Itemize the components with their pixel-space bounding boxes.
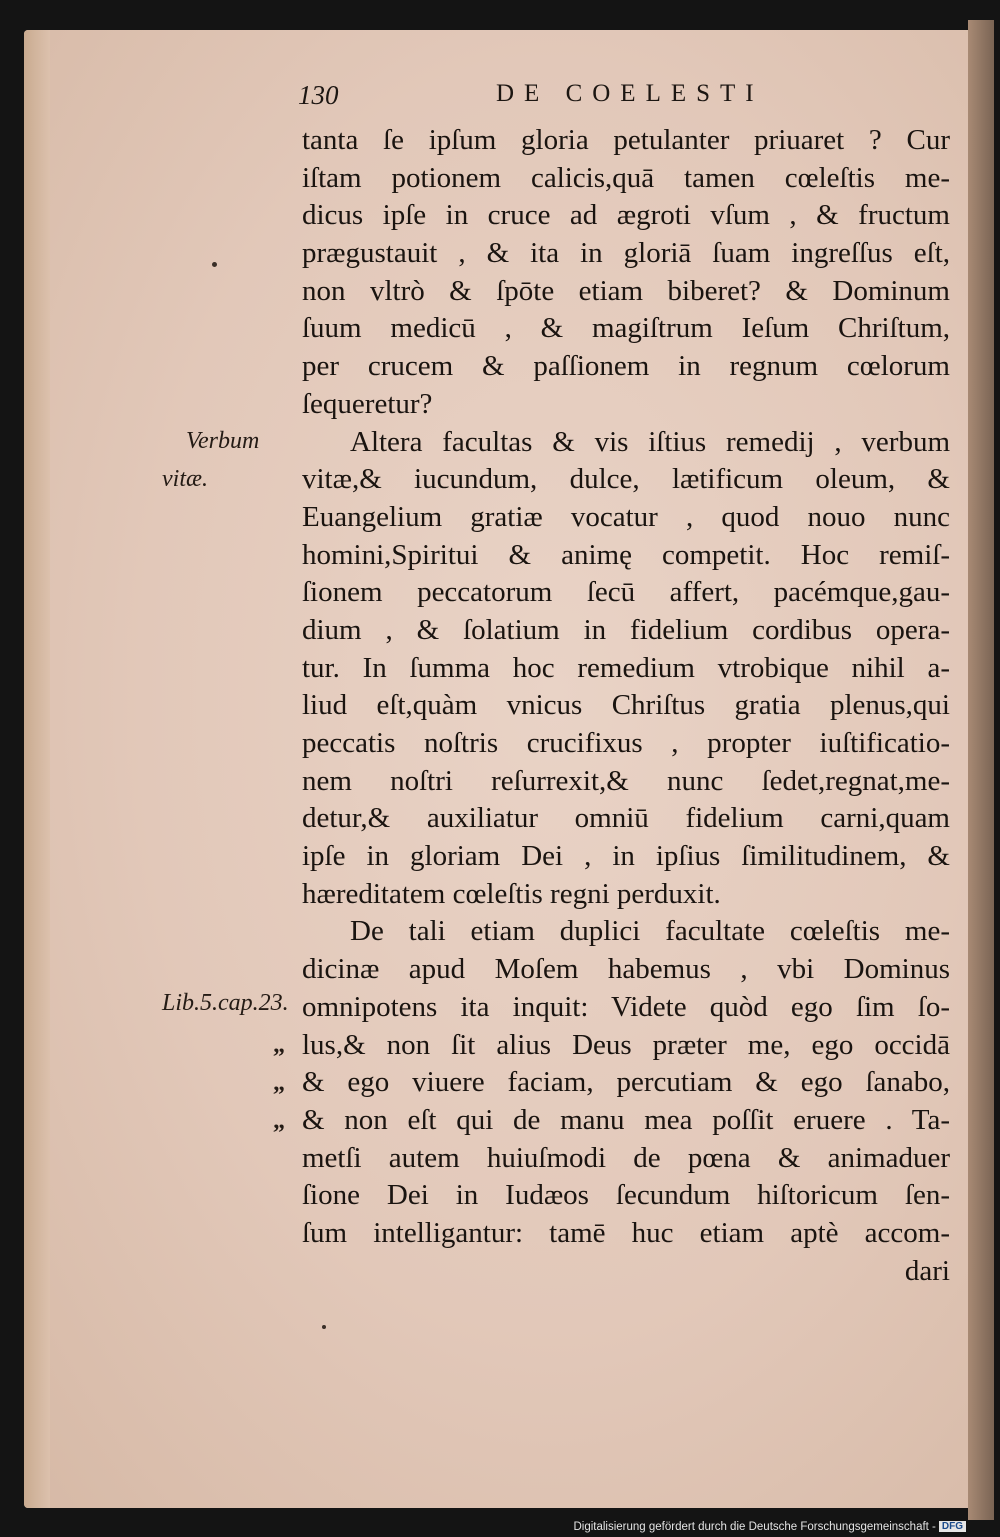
text-line: iſtam potionem calicis,quā tamen cœleſtis me- — [302, 161, 950, 194]
margin-note-vitae: vitæ. — [162, 466, 208, 492]
text-line: dicus ipſe in cruce ad ægroti vſum , & fructum — [302, 199, 950, 232]
quote-mark: „ — [273, 1032, 285, 1058]
text-line: & ego viuere faciam, percutiam & ego ſanabo, — [302, 1066, 950, 1099]
text-line: liud eſt,quàm vnicus Chriſtus gratia plenus,qui — [302, 689, 950, 722]
text-line: nem noſtri reſurrexit,& nunc ſedet,regnat,me- — [302, 764, 950, 797]
page-number: 130 — [298, 80, 339, 110]
text-line: metſi autem huiuſmodi de pœna & animaduer — [302, 1141, 950, 1174]
text-line: hæreditatem cœleſtis regni perduxit. — [302, 877, 721, 910]
main-text — [302, 122, 950, 1290]
text-line: dicinæ apud Moſem habemus , vbi Dominus — [302, 953, 950, 986]
dfg-logo: DFG — [939, 1521, 966, 1532]
page-header — [298, 80, 978, 120]
text-line: peccatis noſtris crucifixus , propter iuſtificatio- — [302, 727, 950, 759]
text-line: lus,& non ſit alius Deus præter me, ego occidā — [302, 1028, 950, 1061]
page-left-edge — [24, 30, 50, 1508]
text-line: ipſe in gloriam Dei , in ipſius ſimilitudinem, & — [302, 840, 950, 873]
text-line: ſione Dei in Iudæos ſecundum hiſtoricum ſen- — [302, 1179, 950, 1212]
ink-speck — [322, 1325, 326, 1329]
text-line: ſionem peccatorum ſecū affert, pacémque,gau- — [302, 576, 950, 609]
text-line: prægustauit , & ita in gloriā ſuam ingreſſus eſt, — [302, 237, 950, 270]
text-line: homini,Spiritui & animę competit. Hoc remiſ- — [302, 538, 950, 571]
text-line: dium , & ſolatium in fidelium cordibus opera- — [302, 613, 950, 646]
text-line: & non eſt qui de manu mea poſſit eruere . Ta- — [302, 1103, 950, 1136]
credit-text: Digitalisierung gefördert durch die Deutsche Forschungsgemeinschaft - — [573, 1521, 936, 1533]
ink-speck — [212, 262, 217, 267]
text-line: vitæ,& iucundum, dulce, lætificum oleum, & — [302, 463, 950, 496]
text-line: per crucem & paſſionem in regnum cœlorum — [302, 350, 950, 383]
text-line: Euangelium gratiæ vocatur , quod nouo nunc — [302, 500, 950, 533]
margin-note-verbum: Verbum — [186, 428, 260, 454]
quote-mark: „ — [273, 1070, 285, 1096]
text-line: tanta ſe ipſum gloria petulanter priuaret ? Cur — [302, 124, 950, 156]
text-line: ſuum medicū , & magiſtrum Ieſum Chriſtum, — [302, 312, 950, 345]
margin-note-citation: Lib.5.cap.23. — [162, 990, 289, 1016]
text-line: ſum intelligantur: tamē huc etiam aptè accom- — [302, 1216, 950, 1249]
text-line: tur. In ſumma hoc remedium vtrobique nihil a- — [302, 651, 950, 684]
quote-mark: „ — [273, 1108, 285, 1134]
page-right-edge — [968, 20, 994, 1520]
text-line: detur,& auxiliatur omniū fidelium carni,quam — [302, 802, 950, 835]
text-line: omnipotens ita inquit: Videte quòd ego ſim ſo- — [302, 990, 950, 1023]
text-line: ſequeretur? — [302, 387, 433, 420]
catchword: dari — [904, 1254, 950, 1287]
text-line: Altera facultas & vis iſtius remedij , verbum — [350, 425, 950, 458]
digitization-credit — [573, 1521, 966, 1533]
running-head: DE COELESTI — [496, 80, 764, 107]
text-line: non vltrò & ſpōte etiam biberet? & Dominum — [302, 274, 950, 307]
text-line: De tali etiam duplici facultate cœleſtis me- — [350, 915, 950, 948]
